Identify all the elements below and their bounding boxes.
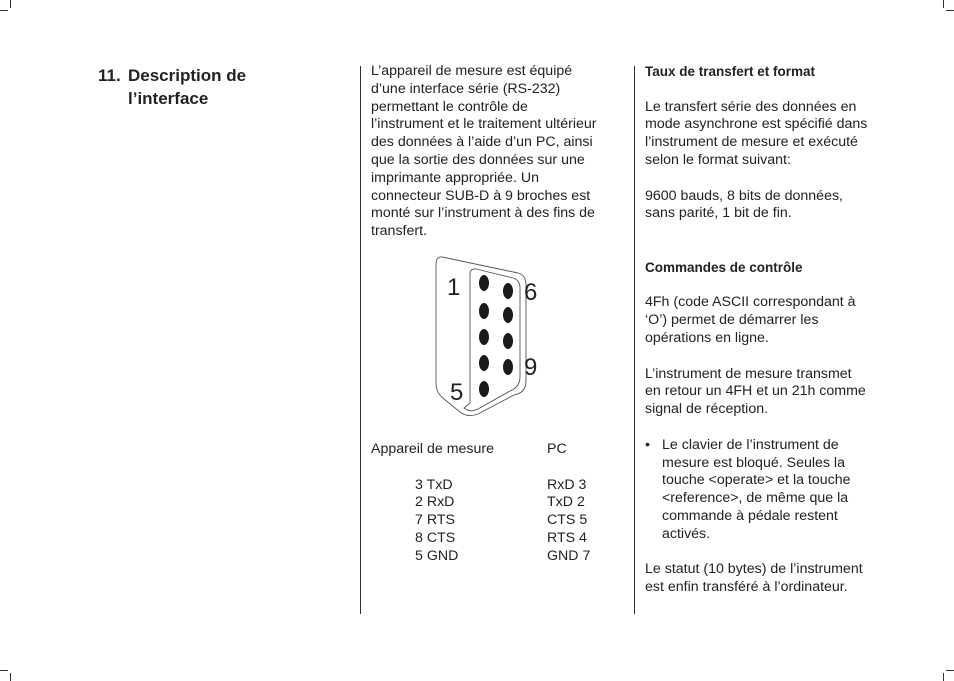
bullet-line: <reference>, de même que la	[662, 490, 849, 507]
format-line: sans parité, 1 bit de fin.	[645, 205, 792, 222]
intro-line: imprimante appropriée. Un	[371, 169, 539, 186]
bullet-icon: •	[645, 436, 650, 453]
right-column	[645, 63, 895, 597]
pc-pin: GND 7	[547, 547, 591, 564]
commands-paragraph-line: opérations en ligne.	[645, 329, 769, 346]
table-row	[371, 548, 631, 566]
pin-label-6: 6	[524, 279, 538, 306]
pin-label-5: 5	[450, 379, 464, 406]
crop-mark	[10, 0, 11, 8]
commands-paragraph-line: ‘O’) permet de démarrer les	[645, 312, 819, 329]
device-pin: 3 TxD	[415, 476, 453, 493]
section-number: 11.	[98, 66, 121, 85]
section-title-line1: Description de	[128, 66, 247, 85]
transfer-title: Taux de transfert et format	[645, 64, 816, 79]
pin-6	[503, 283, 513, 299]
pc-pin: CTS 5	[547, 512, 588, 529]
intro-text	[371, 63, 623, 241]
intro-line: L’appareil de mesure est équipé	[371, 63, 573, 79]
crop-mark	[946, 670, 954, 671]
transfer-paragraph-line: l’instrument de mesure et exécuté	[645, 134, 858, 151]
transfer-paragraph-line: Le transfert série des données en	[645, 98, 857, 115]
pin-1	[479, 275, 489, 291]
pin-label-9: 9	[524, 354, 538, 381]
intro-line: d’une interface série (RS-232)	[371, 80, 561, 97]
intro-line: des données à l’aide d’un PC, ainsi	[371, 134, 593, 151]
device-column-header: Appareil de mesure	[371, 441, 495, 457]
intro-line: monté sur l’instrument à des fins de	[371, 205, 595, 222]
pin-9	[503, 359, 513, 375]
crop-mark	[943, 673, 944, 681]
pc-column-header: PC	[547, 441, 567, 457]
bullet-line: Le clavier de l’instrument de	[662, 436, 839, 453]
crop-mark	[946, 10, 954, 11]
transfer-paragraph-line: mode asynchrone est spécifié dans	[645, 116, 868, 133]
intro-line: que la sortie des données sur une	[371, 151, 585, 168]
column-divider-left	[360, 66, 361, 614]
pin-8	[503, 333, 513, 349]
commands-paragraph-line: 4Fh (code ASCII correspondant à	[645, 294, 856, 311]
subd9-connector-diagram	[430, 255, 560, 420]
bullet-line: commande à pédale restent	[662, 507, 838, 524]
pin-2	[479, 303, 489, 319]
commands-paragraph-line: signal de réception.	[645, 401, 769, 418]
device-pin: 8 CTS	[415, 529, 456, 546]
pin-4	[479, 355, 489, 371]
pc-pin: RxD 3	[547, 476, 587, 493]
transfer-paragraph-line: selon le format suivant:	[645, 151, 791, 168]
device-pin: 7 RTS	[415, 512, 455, 529]
intro-line: transfert.	[371, 223, 427, 240]
pc-pin: RTS 4	[547, 529, 587, 546]
table-row	[371, 530, 631, 548]
pin-mapping-table	[371, 441, 631, 566]
bullet-line: activés.	[662, 525, 711, 542]
device-pin: 2 RxD	[415, 494, 455, 511]
pin-5	[479, 381, 489, 397]
commands-paragraph-line: L’instrument de mesure transmet	[645, 365, 852, 382]
pin-table-header	[371, 441, 631, 459]
crop-mark	[0, 10, 8, 11]
pin-label-1: 1	[447, 274, 461, 301]
pc-pin: TxD 2	[547, 494, 585, 511]
status-paragraph-line: est enfin transféré à l’ordinateur.	[645, 579, 848, 596]
crop-mark	[10, 673, 11, 681]
pin-7	[503, 307, 513, 323]
list-item	[645, 437, 895, 544]
column-divider-right	[634, 66, 635, 614]
intro-line: l’instrument et le traitement ultérieur	[371, 116, 597, 133]
bullet-line: touche <operate> et la touche	[662, 472, 851, 489]
crop-mark	[943, 0, 944, 8]
table-row	[371, 494, 631, 512]
intro-line: connecteur SUB-D à 9 broches est	[371, 187, 591, 204]
device-pin: 5 GND	[415, 547, 459, 564]
status-paragraph-line: Le statut (10 bytes) de l’instrument	[645, 561, 863, 578]
table-row	[371, 512, 631, 530]
commands-title: Commandes de contrôle	[645, 259, 803, 275]
section-title-line2: l’interface	[128, 89, 209, 108]
crop-mark	[0, 670, 8, 671]
commands-paragraph-line: en retour un 4FH et un 21h comme	[645, 383, 866, 400]
bullet-line: mesure est bloqué. Seules la	[662, 454, 845, 471]
section-heading	[98, 64, 328, 110]
intro-line: permettant le contrôle de	[371, 98, 528, 115]
table-row	[371, 477, 631, 495]
format-line: 9600 bauds, 8 bits de données,	[645, 187, 843, 204]
pin-3	[479, 329, 489, 345]
